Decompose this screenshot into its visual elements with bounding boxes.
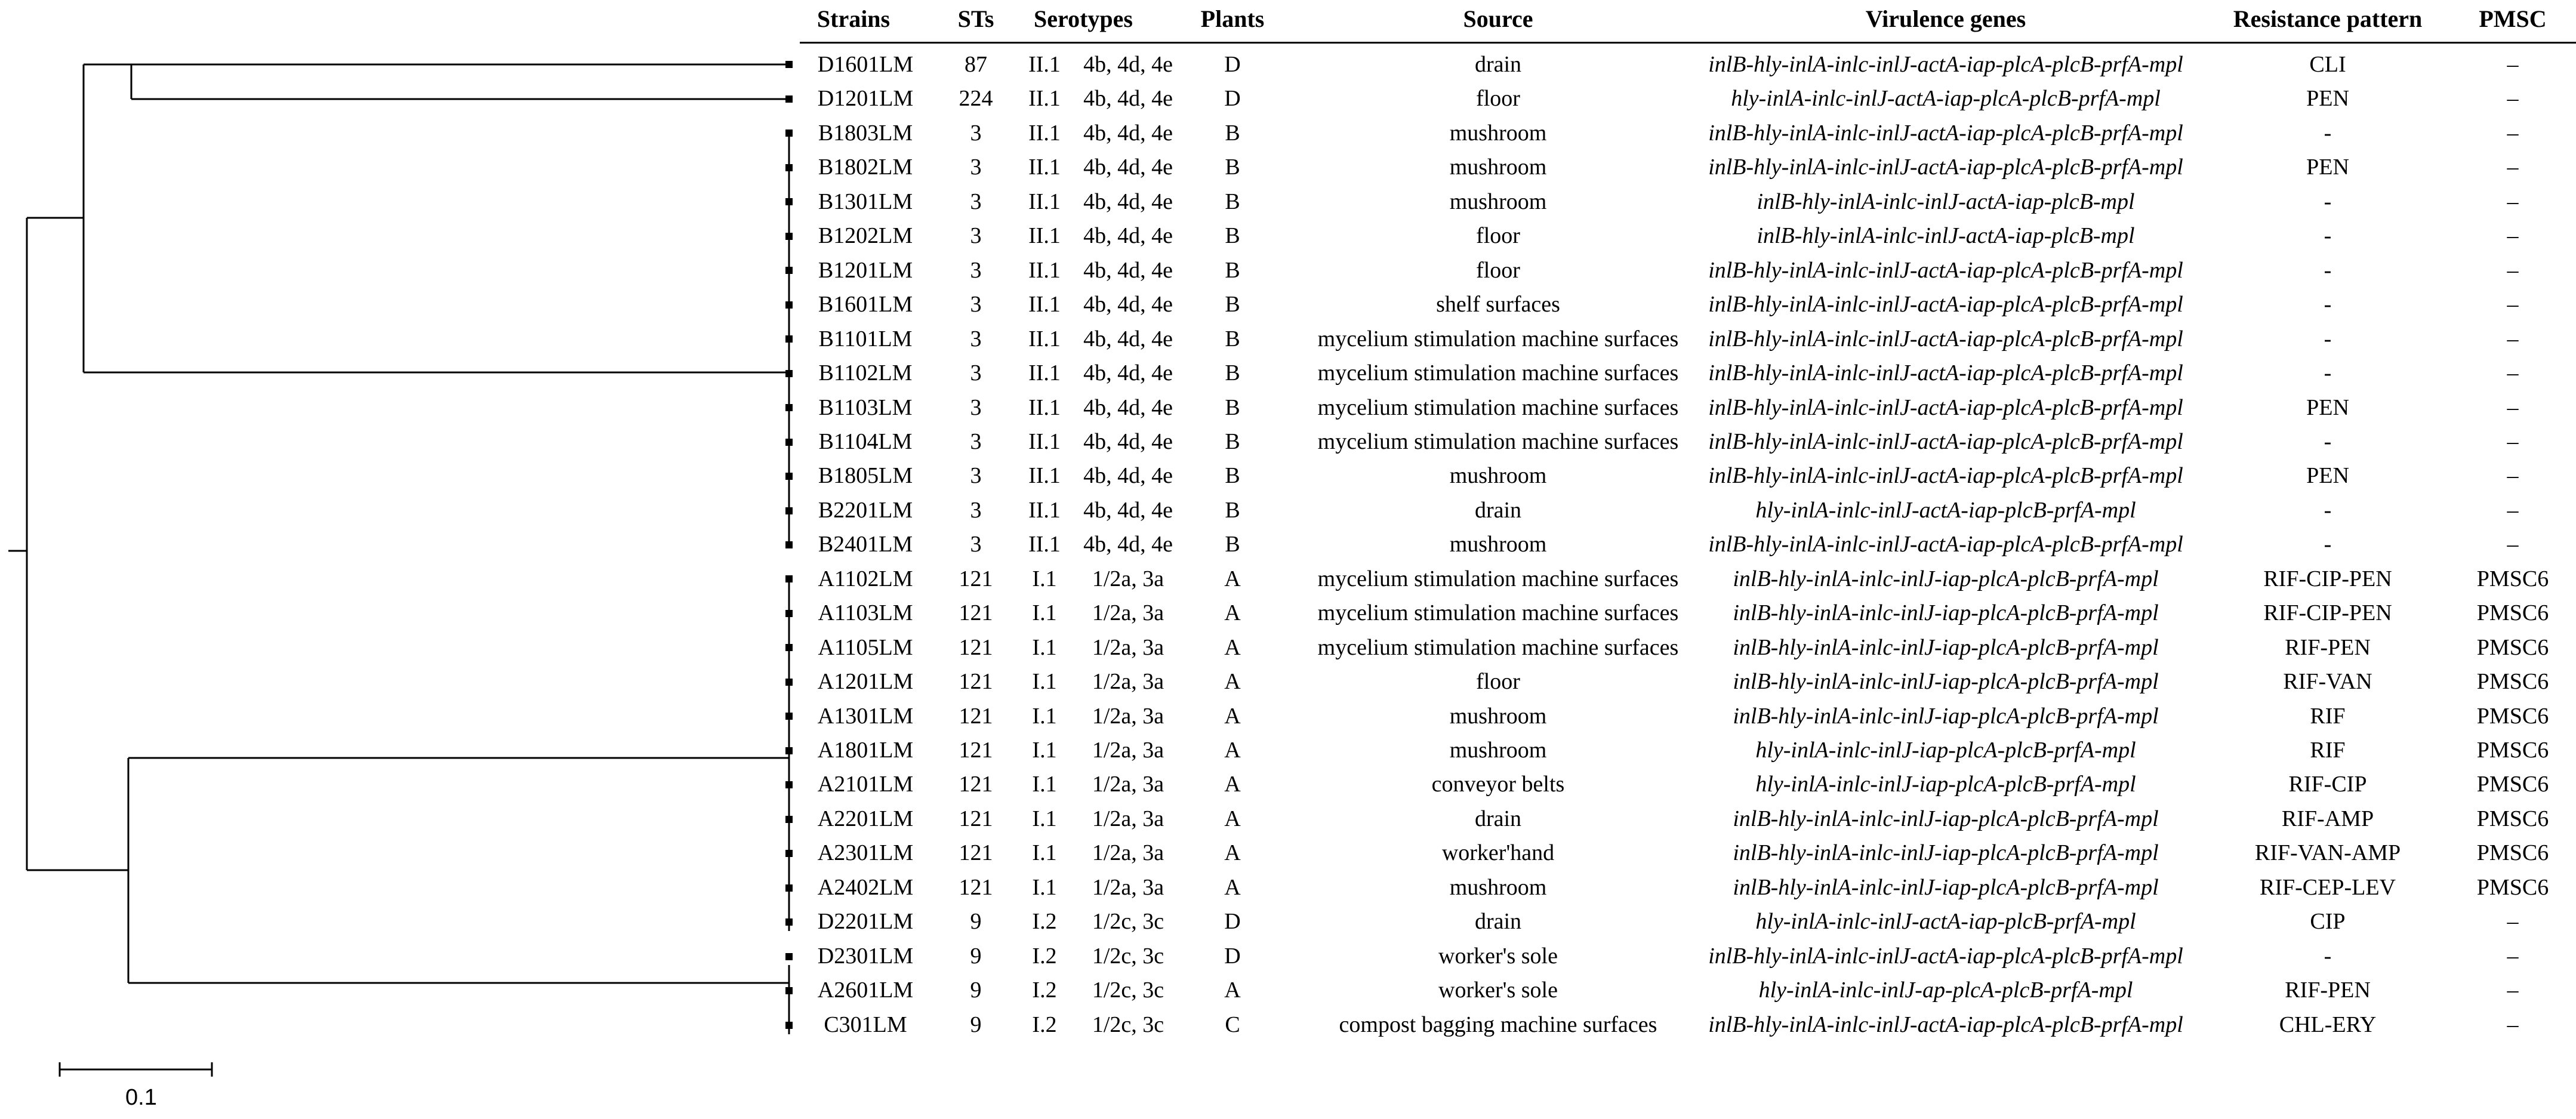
plant-cell: B [1225,292,1240,317]
serotype-cell: 4b, 4d, 4e [1083,52,1173,77]
plant-cell: B [1225,257,1240,283]
virulence-genes-cell: inlB-hly-inlA-inlc-inlJ-iap-plcA-plcB-prfA-mpl [1733,566,2159,591]
plant-cell: B [1225,155,1240,180]
header-virulence-genes: Virulence genes [1865,5,2026,32]
pmsc-cell: – [2507,52,2519,77]
source-cell: worker's sole [1438,978,1558,1003]
serotype-cell: 1/2c, 3c [1092,978,1164,1003]
st-cell: 3 [970,120,982,146]
st-cell: 3 [970,394,982,420]
source-cell: mushroom [1449,120,1547,146]
st-cell: 121 [959,772,993,797]
virulence-genes-cell: hly-inlA-inlc-inlJ-actA-iap-plcA-plcB-prfA-mpl [1731,86,2161,112]
source-cell: mycelium stimulation machine surfaces [1317,394,1679,420]
plant-cell: B [1225,394,1240,420]
plant-cell: B [1225,326,1240,352]
lineage-cell: I.1 [1032,806,1057,831]
source-cell: drain [1474,806,1522,831]
source-cell: mushroom [1449,703,1547,729]
resistance-cell: RIF-CIP-PEN [2263,566,2392,591]
lineage-cell: II.1 [1028,497,1061,523]
plant-cell: B [1225,223,1240,249]
st-cell: 121 [959,600,993,626]
resistance-cell: PEN [2306,155,2349,180]
plant-cell: D [1224,52,1241,77]
lineage-cell: I.1 [1032,840,1057,866]
virulence-genes-cell: inlB-hly-inlA-inlc-inlJ-actA-iap-plcA-plcB-prfA-mpl [1708,1012,2183,1037]
pmsc-cell: PMSC6 [2476,772,2549,797]
virulence-genes-cell: inlB-hly-inlA-inlc-inlJ-iap-plcA-plcB-prfA-mpl [1733,874,2159,900]
plant-cell: A [1224,669,1241,695]
serotype-cell: 1/2a, 3a [1092,772,1164,797]
pmsc-cell: – [2507,223,2519,249]
pmsc-cell: – [2507,189,2519,214]
header-serotypes: Serotypes [1034,5,1133,32]
scale-bar-label: 0.1 [125,1085,157,1110]
strain-cell: A2301LM [817,840,914,866]
st-cell: 9 [970,909,982,935]
resistance-cell: - [2324,189,2332,214]
source-cell: floor [1476,86,1520,112]
plant-cell: B [1225,189,1240,214]
resistance-cell: RIF [2310,703,2346,729]
header-resistance-pattern: Resistance pattern [2233,5,2423,32]
virulence-genes-cell: inlB-hly-inlA-inlc-inlJ-actA-iap-plcA-plcB-prfA-mpl [1708,429,2183,454]
pmsc-cell: – [2507,257,2519,283]
st-cell: 3 [970,326,982,352]
resistance-cell: PEN [2306,463,2349,489]
virulence-genes-cell: inlB-hly-inlA-inlc-inlJ-actA-iap-plcA-plcB-prfA-mpl [1708,292,2183,317]
serotype-cell: 4b, 4d, 4e [1083,292,1173,317]
serotype-cell: 1/2a, 3a [1092,738,1164,763]
resistance-cell: - [2324,532,2332,557]
pmsc-cell: – [2507,86,2519,112]
resistance-cell: PEN [2306,86,2349,112]
plant-cell: A [1224,874,1241,900]
st-cell: 3 [970,463,982,489]
plant-cell: A [1224,806,1241,831]
serotype-cell: 1/2a, 3a [1092,840,1164,866]
lineage-cell: I.1 [1032,600,1057,626]
virulence-genes-cell: hly-inlA-inlc-inlJ-actA-iap-plcB-prfA-mpl [1755,909,2136,935]
pmsc-cell: PMSC6 [2476,840,2549,866]
source-cell: floor [1476,669,1520,695]
source-cell: mushroom [1449,189,1547,214]
pmsc-cell: – [2507,292,2519,317]
plant-cell: A [1224,600,1241,626]
plant-cell: A [1224,738,1241,763]
source-cell: compost bagging machine surfaces [1339,1012,1657,1037]
serotype-cell: 1/2a, 3a [1092,566,1164,591]
virulence-genes-cell: inlB-hly-inlA-inlc-inlJ-iap-plcA-plcB-prfA-mpl [1733,806,2159,831]
source-cell: floor [1476,223,1520,249]
pmsc-cell: – [2507,394,2519,420]
strain-cell: D1201LM [817,86,914,112]
st-cell: 3 [970,223,982,249]
source-cell: mushroom [1449,874,1547,900]
lineage-cell: II.1 [1028,463,1061,489]
source-cell: mycelium stimulation machine surfaces [1317,429,1679,454]
st-cell: 121 [959,874,993,900]
serotype-cell: 1/2a, 3a [1092,634,1164,660]
st-cell: 121 [959,703,993,729]
pmsc-cell: – [2507,1012,2519,1037]
plant-cell: A [1224,634,1241,660]
st-cell: 87 [965,52,987,77]
serotype-cell: 4b, 4d, 4e [1083,532,1173,557]
pmsc-cell: – [2507,429,2519,454]
serotype-cell: 1/2a, 3a [1092,669,1164,695]
source-cell: mushroom [1449,532,1547,557]
serotype-cell: 4b, 4d, 4e [1083,463,1173,489]
pmsc-cell: PMSC6 [2476,634,2549,660]
st-cell: 9 [970,1012,982,1037]
virulence-genes-cell: inlB-hly-inlA-inlc-inlJ-iap-plcA-plcB-prfA-mpl [1733,703,2159,729]
resistance-cell: CLI [2309,52,2346,77]
scale-bar [60,1062,212,1077]
lineage-cell: II.1 [1028,223,1061,249]
serotype-cell: 1/2a, 3a [1092,874,1164,900]
resistance-cell: RIF-VAN-AMP [2254,840,2401,866]
serotype-cell: 4b, 4d, 4e [1083,497,1173,523]
strain-cell: A2201LM [817,806,914,831]
resistance-cell: RIF-PEN [2285,634,2371,660]
strain-cell: D1601LM [817,52,914,77]
lineage-cell: II.1 [1028,394,1061,420]
pmsc-cell: PMSC6 [2476,703,2549,729]
strain-cell: B1104LM [818,429,913,454]
pmsc-cell: – [2507,909,2519,935]
plant-cell: B [1225,120,1240,146]
strain-cell: B1102LM [818,360,913,386]
virulence-genes-cell: inlB-hly-inlA-inlc-inlJ-actA-iap-plcA-plcB-prfA-mpl [1708,120,2183,146]
pmsc-cell: – [2507,360,2519,386]
virulence-genes-cell: inlB-hly-inlA-inlc-inlJ-actA-iap-plcA-plcB-prfA-mpl [1708,463,2183,489]
st-cell: 3 [970,429,982,454]
pmsc-cell: – [2507,497,2519,523]
virulence-genes-cell: inlB-hly-inlA-inlc-inlJ-actA-iap-plcB-mpl [1757,189,2135,214]
serotype-cell: 4b, 4d, 4e [1083,326,1173,352]
strain-cell: A1102LM [818,566,913,591]
virulence-genes-cell: inlB-hly-inlA-inlc-inlJ-actA-iap-plcA-plcB-prfA-mpl [1708,257,2183,283]
st-cell: 3 [970,532,982,557]
pmsc-cell: – [2507,120,2519,146]
resistance-cell: RIF-VAN [2283,669,2372,695]
plant-cell: B [1225,429,1240,454]
pmsc-cell: – [2507,155,2519,180]
strain-cell: C301LM [824,1012,907,1037]
lineage-cell: I.1 [1032,703,1057,729]
lineage-cell: II.1 [1028,360,1061,386]
plant-cell: A [1224,772,1241,797]
strain-cell: A1105LM [818,634,913,660]
source-cell: shelf surfaces [1436,292,1560,317]
source-cell: drain [1474,909,1522,935]
header-plants: Plants [1200,5,1265,32]
st-cell: 3 [970,360,982,386]
resistance-cell: CHL-ERY [2279,1012,2377,1037]
lineage-cell: I.1 [1032,669,1057,695]
strain-cell: B1805LM [818,463,913,489]
strain-cell: B1301LM [818,189,913,214]
lineage-cell: I.1 [1032,874,1057,900]
pmsc-cell: PMSC6 [2476,669,2549,695]
source-cell: mushroom [1449,155,1547,180]
plant-cell: B [1225,532,1240,557]
serotype-cell: 4b, 4d, 4e [1083,86,1173,112]
serotype-cell: 4b, 4d, 4e [1083,223,1173,249]
strain-cell: A2601LM [817,978,914,1003]
pmsc-cell: – [2507,978,2519,1003]
resistance-cell: - [2324,943,2332,969]
serotype-cell: 4b, 4d, 4e [1083,429,1173,454]
strain-cell: A1301LM [817,703,914,729]
serotype-cell: 1/2a, 3a [1092,600,1164,626]
st-cell: 3 [970,497,982,523]
header-rule [800,42,2576,44]
serotype-cell: 4b, 4d, 4e [1083,394,1173,420]
st-cell: 121 [959,566,993,591]
strain-cell: B1201LM [818,257,913,283]
pmsc-cell: PMSC6 [2476,874,2549,900]
lineage-cell: I.2 [1032,909,1057,935]
lineage-cell: I.2 [1032,978,1057,1003]
lineage-cell: I.1 [1032,772,1057,797]
plant-cell: A [1224,840,1241,866]
serotype-cell: 4b, 4d, 4e [1083,189,1173,214]
lineage-cell: II.1 [1028,189,1061,214]
pmsc-cell: – [2507,532,2519,557]
strain-cell: B1803LM [818,120,913,146]
lineage-cell: II.1 [1028,292,1061,317]
virulence-genes-cell: inlB-hly-inlA-inlc-inlJ-actA-iap-plcA-plcB-prfA-mpl [1708,943,2183,969]
serotype-cell: 1/2c, 3c [1092,1012,1164,1037]
plant-cell: B [1225,497,1240,523]
source-cell: floor [1476,257,1520,283]
st-cell: 121 [959,806,993,831]
source-cell: drain [1474,497,1522,523]
strain-cell: A1103LM [818,600,913,626]
pmsc-cell: PMSC6 [2476,566,2549,591]
strain-cell: D2201LM [817,909,914,935]
serotype-cell: 4b, 4d, 4e [1083,155,1173,180]
serotype-cell: 1/2a, 3a [1092,806,1164,831]
strain-cell: A1201LM [817,669,914,695]
virulence-genes-cell: inlB-hly-inlA-inlc-inlJ-actA-iap-plcA-plcB-prfA-mpl [1708,326,2183,352]
virulence-genes-cell: inlB-hly-inlA-inlc-inlJ-actA-iap-plcA-plcB-prfA-mpl [1708,52,2183,77]
resistance-cell: - [2324,292,2332,317]
header-sts: STs [957,5,994,32]
strain-cell: D2301LM [817,943,914,969]
strain-cell: B2401LM [818,532,913,557]
plant-cell: B [1225,463,1240,489]
lineage-cell: II.1 [1028,429,1061,454]
virulence-genes-cell: hly-inlA-inlc-inlJ-iap-plcA-plcB-prfA-mpl [1755,772,2136,797]
plant-cell: D [1224,909,1241,935]
virulence-genes-cell: hly-inlA-inlc-inlJ-iap-plcA-plcB-prfA-mpl [1755,738,2136,763]
phylogenetic-tree [0,0,800,1119]
virulence-genes-cell: inlB-hly-inlA-inlc-inlJ-iap-plcA-plcB-prfA-mpl [1733,840,2159,866]
source-cell: worker's sole [1438,943,1558,969]
virulence-genes-cell: inlB-hly-inlA-inlc-inlJ-iap-plcA-plcB-prfA-mpl [1733,600,2159,626]
virulence-genes-cell: hly-inlA-inlc-inlJ-actA-iap-plcB-prfA-mpl [1755,497,2136,523]
resistance-cell: RIF [2310,738,2346,763]
pmsc-cell: – [2507,326,2519,352]
resistance-cell: PEN [2306,394,2349,420]
virulence-genes-cell: inlB-hly-inlA-inlc-inlJ-actA-iap-plcA-plcB-prfA-mpl [1708,394,2183,420]
resistance-cell: - [2324,326,2332,352]
header-strains: Strains [816,5,890,32]
strain-cell: A2402LM [817,874,914,900]
pmsc-cell: – [2507,943,2519,969]
serotype-cell: 1/2a, 3a [1092,703,1164,729]
lineage-cell: II.1 [1028,532,1061,557]
st-cell: 3 [970,257,982,283]
lineage-cell: II.1 [1028,155,1061,180]
resistance-cell: CIP [2310,909,2346,935]
lineage-cell: I.1 [1032,566,1057,591]
st-cell: 9 [970,943,982,969]
virulence-genes-cell: inlB-hly-inlA-inlc-inlJ-actA-iap-plcA-plcB-prfA-mpl [1708,155,2183,180]
source-cell: conveyor belts [1431,772,1565,797]
source-cell: mycelium stimulation machine surfaces [1317,360,1679,386]
serotype-cell: 4b, 4d, 4e [1083,257,1173,283]
source-cell: mycelium stimulation machine surfaces [1317,600,1679,626]
virulence-genes-cell: inlB-hly-inlA-inlc-inlJ-iap-plcA-plcB-prfA-mpl [1733,669,2159,695]
source-cell: mycelium stimulation machine surfaces [1317,566,1679,591]
st-cell: 3 [970,155,982,180]
lineage-cell: II.1 [1028,257,1061,283]
source-cell: drain [1474,52,1522,77]
pmsc-cell: PMSC6 [2476,738,2549,763]
plant-cell: C [1225,1012,1240,1037]
lineage-cell: I.2 [1032,1012,1057,1037]
resistance-cell: - [2324,429,2332,454]
pmsc-cell: PMSC6 [2476,806,2549,831]
plant-cell: B [1225,360,1240,386]
header-source: Source [1463,5,1533,32]
strain-cell: B1802LM [818,155,913,180]
virulence-genes-cell: hly-inlA-inlc-inlJ-ap-plcA-plcB-prfA-mpl [1758,978,2133,1003]
plant-cell: D [1224,86,1241,112]
source-cell: mushroom [1449,738,1547,763]
strain-cell: B2201LM [818,497,913,523]
resistance-cell: - [2324,497,2332,523]
lineage-cell: I.1 [1032,634,1057,660]
strain-cell: B1101LM [818,326,913,352]
plant-cell: A [1224,566,1241,591]
resistance-cell: RIF-PEN [2285,978,2371,1003]
lineage-cell: II.1 [1028,86,1061,112]
serotype-cell: 1/2c, 3c [1092,909,1164,935]
lineage-cell: II.1 [1028,120,1061,146]
st-cell: 121 [959,840,993,866]
st-cell: 121 [959,669,993,695]
resistance-cell: - [2324,120,2332,146]
resistance-cell: RIF-CIP-PEN [2263,600,2392,626]
strain-cell: B1103LM [818,394,913,420]
source-cell: mycelium stimulation machine surfaces [1317,326,1679,352]
pmsc-cell: PMSC6 [2476,600,2549,626]
lineage-cell: I.1 [1032,738,1057,763]
plant-cell: A [1224,978,1241,1003]
st-cell: 224 [959,86,993,112]
st-cell: 9 [970,978,982,1003]
pmsc-cell: – [2507,463,2519,489]
st-cell: 3 [970,189,982,214]
source-cell: mycelium stimulation machine surfaces [1317,634,1679,660]
source-cell: mushroom [1449,463,1547,489]
resistance-cell: RIF-CEP-LEV [2260,874,2396,900]
strain-table [776,0,2576,1119]
st-cell: 121 [959,634,993,660]
strain-cell: A2101LM [817,772,914,797]
st-cell: 3 [970,292,982,317]
plant-cell: D [1224,943,1241,969]
serotype-cell: 4b, 4d, 4e [1083,120,1173,146]
lineage-cell: II.1 [1028,52,1061,77]
strain-cell: B1601LM [818,292,913,317]
lineage-cell: II.1 [1028,326,1061,352]
resistance-cell: RIF-AMP [2281,806,2374,831]
virulence-genes-cell: inlB-hly-inlA-inlc-inlJ-actA-iap-plcB-mpl [1757,223,2135,249]
virulence-genes-cell: inlB-hly-inlA-inlc-inlJ-actA-iap-plcA-plcB-prfA-mpl [1708,532,2183,557]
virulence-genes-cell: inlB-hly-inlA-inlc-inlJ-iap-plcA-plcB-prfA-mpl [1733,634,2159,660]
resistance-cell: - [2324,360,2332,386]
header-pmsc: PMSC [2479,5,2547,32]
lineage-cell: I.2 [1032,943,1057,969]
st-cell: 121 [959,738,993,763]
resistance-cell: RIF-CIP [2288,772,2367,797]
strain-cell: B1202LM [818,223,913,249]
plant-cell: A [1224,703,1241,729]
source-cell: worker'hand [1441,840,1555,866]
resistance-cell: - [2324,257,2332,283]
resistance-cell: - [2324,223,2332,249]
serotype-cell: 1/2c, 3c [1092,943,1164,969]
strain-cell: A1801LM [817,738,914,763]
serotype-cell: 4b, 4d, 4e [1083,360,1173,386]
virulence-genes-cell: inlB-hly-inlA-inlc-inlJ-actA-iap-plcA-plcB-prfA-mpl [1708,360,2183,386]
